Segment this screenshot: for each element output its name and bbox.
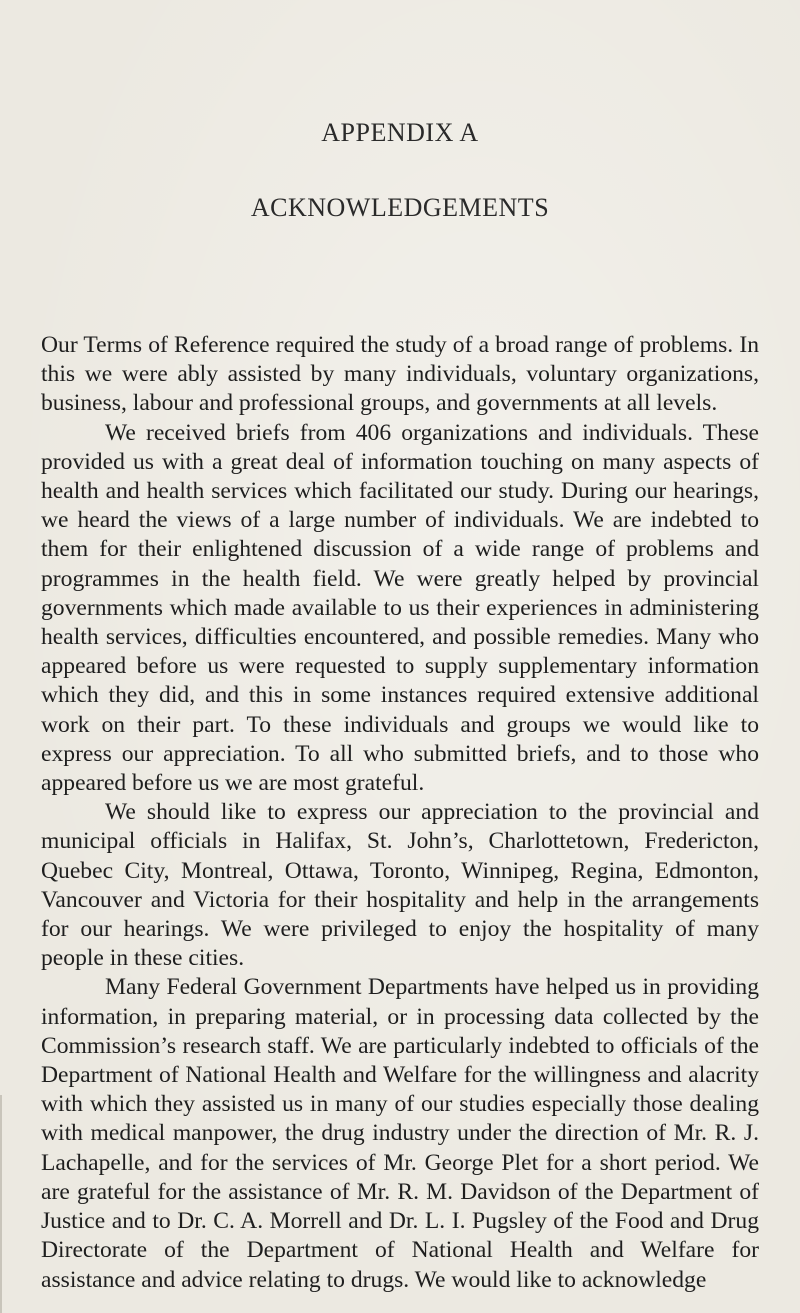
paragraph-municipal-officials: We should like to express our appreciation to the provincial and municipal officials in Halifax, St. John’s, Charlottetown, Fredericton, Quebec City, Montreal, Ottawa, Toronto, Winnipeg, Regina, Edmonton, Vancouver and Victoria for their hospitality and help in the arrangements for our hearings. We were privileged to enjoy the hospitality of many people in these cities. <box>41 799 759 972</box>
appendix-label: APPENDIX A <box>321 118 479 147</box>
paragraph-terms-of-reference: Our Terms of Reference required the study of a broad range of problems. In this we were ably assisted by many individuals, voluntary organizations, business, labour and professional groups, and governments at all levels. <box>41 332 759 417</box>
paragraph-briefs-received: We received briefs from 406 organizations and individuals. These provided us with a great deal of information touching on many aspects of health and health services which facilitated our study. During our hearings, we heard the views of a large number of individuals. We are indebted to them for their enlightened discussion of a wide range of problems and programmes in the health field. We were greatly helped by provincial governments which made available to us their experiences in administering health services, difficulties encountered, and possible remedies. Many who appeared before us were requested to supply supplementary information which they did, and this in some instances required extensive additional work on their part. To these individuals and groups we would like to express our appreciation. To all who submitted briefs, and to those who appeared before us we are most grateful. <box>41 419 759 797</box>
section-title: ACKNOWLEDGEMENTS <box>250 193 550 222</box>
paragraph-federal-departments: Many Federal Government Departments have helped us in providing information, in preparing material, or in processing data collected by the Commission’s research staff. We are particularly indebted to officials of the Department of National Health and Welfare for the willingness and alacrity with which they assisted us in many of our studies especially those dealing with medical manpower, the drug industry under the direction of Mr. R. J. Lachapelle, and for the services of Mr. George Plet for a short period. We are grateful for the assistance of Mr. R. M. Davidson of the Department of Justice and to Dr. C. A. Morrell and Dr. L. I. Pugsley of the Food and Drug Directorate of the Department of National Health and Welfare for assistance and advice relating to drugs. We would like to acknowledge <box>41 974 759 1293</box>
page-edge-line <box>0 1095 2 1313</box>
body-text <box>41 331 759 1295</box>
